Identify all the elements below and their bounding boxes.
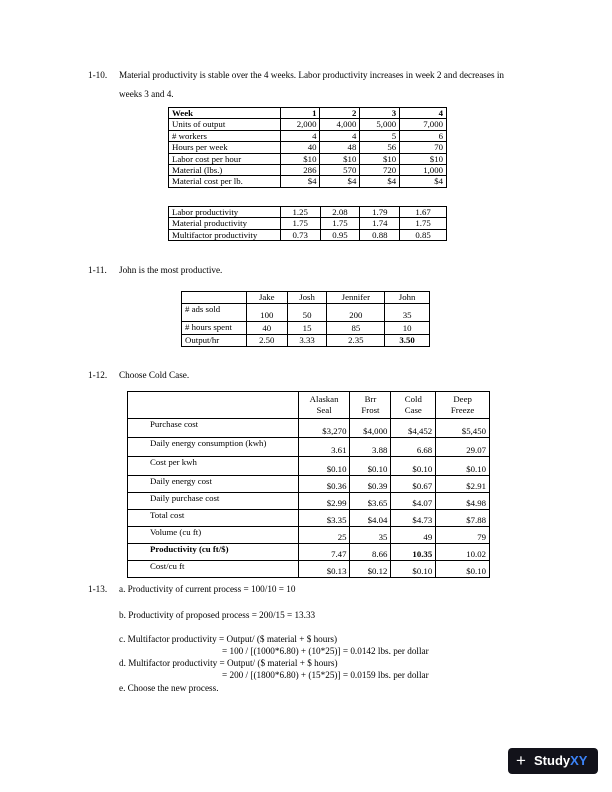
row-label: Units of output (169, 119, 281, 130)
header-line: Case (404, 405, 422, 415)
table-cell: $0.10 (436, 457, 490, 476)
table-cell: 286 (280, 165, 320, 176)
table-cell: 0.73 (280, 229, 320, 240)
problem-1-10-number: 1-10. (88, 70, 108, 80)
table-cell: 720 (360, 165, 400, 176)
header-cell: John (385, 292, 430, 304)
problem-1-10-text-line1: Material productivity is stable over the 4 weeks. Labor productivity increases in week 2 and decreases in (119, 70, 504, 80)
table-cell: 570 (320, 165, 360, 176)
header-line: Brr (364, 394, 377, 404)
table-cell: 85 (327, 322, 385, 335)
header-cell (298, 392, 350, 419)
table-cell: 1.67 (400, 207, 447, 218)
table-row (128, 419, 490, 438)
table-cell: 2.35 (327, 335, 385, 347)
table-cell: $0.10 (298, 457, 350, 476)
table-cell: $4.73 (391, 510, 436, 527)
table-row (169, 229, 447, 240)
row-label: Daily energy consumption (kwh) (128, 438, 299, 457)
table-row (128, 510, 490, 527)
header-cell: 2 (320, 108, 360, 119)
problem-1-13-part-e: e. Choose the new process. (119, 683, 219, 693)
problem-1-13-part-a: a. Productivity of current process = 100/10 = 10 (119, 584, 296, 594)
problem-1-11-number: 1-11. (88, 265, 107, 275)
table-cell: $4.98 (436, 493, 490, 510)
table-cell: $4 (400, 176, 447, 187)
table-cell: $0.36 (298, 476, 350, 493)
table-cell: $0.10 (391, 457, 436, 476)
row-label: Material productivity (169, 218, 281, 229)
table-cell: 2.08 (320, 207, 360, 218)
header-line: Freeze (450, 405, 475, 415)
row-label: # hours spent (182, 322, 247, 335)
table-row (128, 561, 490, 578)
table-cell: 1.75 (280, 218, 320, 229)
table-cell: $10 (320, 153, 360, 164)
row-label: Output/hr (182, 335, 247, 347)
header-cell: 3 (360, 108, 400, 119)
table-cell: $4.07 (391, 493, 436, 510)
table-cell: $5,450 (436, 419, 490, 438)
table-cell: $10 (280, 153, 320, 164)
table-cell: 25 (298, 527, 350, 544)
row-label: # ads sold (182, 304, 247, 322)
row-label: Daily energy cost (128, 476, 299, 493)
row-label: Material cost per lb. (169, 176, 281, 187)
table-cell: 8.66 (350, 544, 391, 561)
problem-1-13-part-d-line1: d. Multifactor productivity = Output/ ($ material + $ hours) (119, 658, 338, 668)
row-label: Daily purchase cost (128, 493, 299, 510)
table-row (128, 493, 490, 510)
table-cell: 29.07 (436, 438, 490, 457)
table-cell-highlight: 10.35 (391, 544, 436, 561)
table-cell: $0.10 (436, 561, 490, 578)
table-cell: 49 (391, 527, 436, 544)
header-cell: 4 (400, 108, 447, 119)
table-header-row (128, 392, 490, 419)
table-cell: 40 (246, 322, 287, 335)
table-cell: $4,452 (391, 419, 436, 438)
table-cell: $7.88 (436, 510, 490, 527)
table-cell: 0.88 (360, 229, 400, 240)
table-cell: 70 (400, 142, 447, 153)
header-line: Seal (316, 405, 332, 415)
problem-1-13-part-c-line2: = 100 / [(1000*6.80) + (10*25)] = 0.0142 lbs. per dollar (222, 646, 429, 656)
table-cell: 5 (360, 130, 400, 141)
table-cell: 35 (385, 304, 430, 322)
table-cell: 3.33 (287, 335, 327, 347)
table-cell: 1.74 (360, 218, 400, 229)
table-cell: 0.95 (320, 229, 360, 240)
table-cell: 1,000 (400, 165, 447, 176)
header-cell: Jake (246, 292, 287, 304)
table-cell: 1.75 (320, 218, 360, 229)
header-cell (182, 292, 247, 304)
table-cell: 50 (287, 304, 327, 322)
header-cell (128, 392, 299, 419)
problem-1-12-number: 1-12. (88, 370, 108, 380)
row-label: Material (lbs.) (169, 165, 281, 176)
problem-1-13-part-d-line2: = 200 / [(1800*6.80) + (15*25)] = 0.0159 lbs. per dollar (222, 670, 429, 680)
table-cell: 4 (320, 130, 360, 141)
table-cell: $4.04 (350, 510, 391, 527)
table-cell: 7,000 (400, 119, 447, 130)
table-cell: $10 (360, 153, 400, 164)
table-row (169, 119, 447, 130)
table-header-row (169, 108, 447, 119)
table-cell: 7.47 (298, 544, 350, 561)
table-row (169, 153, 447, 164)
row-label: Labor productivity (169, 207, 281, 218)
table-row (169, 142, 447, 153)
header-line: Cold (404, 394, 422, 404)
row-label: Total cost (128, 510, 299, 527)
row-label: Productivity (cu ft/$) (128, 544, 299, 561)
table-cell: $3.65 (350, 493, 391, 510)
table-cell: 2.50 (246, 335, 287, 347)
header-line: Alaskan (309, 394, 339, 404)
row-label: Purchase cost (128, 419, 299, 438)
table-cell: 56 (360, 142, 400, 153)
header-cell (391, 392, 436, 419)
header-cell (436, 392, 490, 419)
table-cell: $0.12 (350, 561, 391, 578)
row-label: Hours per week (169, 142, 281, 153)
row-label: Labor cost per hour (169, 153, 281, 164)
table-cell: 1.79 (360, 207, 400, 218)
table-row (169, 130, 447, 141)
table-cell: $4 (280, 176, 320, 187)
logo-text (534, 748, 587, 774)
problem-1-13-part-c-line1: c. Multifactor productivity = Output/ ($ material + $ hours) (119, 634, 338, 644)
productivity-results-table (168, 206, 447, 241)
table-cell: $0.10 (350, 457, 391, 476)
table-cell: 200 (327, 304, 385, 322)
table-cell: $2.91 (436, 476, 490, 493)
table-cell: 4 (280, 130, 320, 141)
table-cell: 79 (436, 527, 490, 544)
table-cell: 4,000 (320, 119, 360, 130)
freezer-comparison-table (127, 391, 490, 578)
header-line: Deep (453, 394, 472, 404)
logo-study: Study (534, 753, 571, 768)
plus-icon: + (516, 751, 526, 770)
problem-1-10-text-line2: weeks 3 and 4. (119, 89, 174, 99)
table-cell: $0.39 (350, 476, 391, 493)
table-header-row (182, 292, 430, 304)
table-cell: 1.75 (400, 218, 447, 229)
ad-sales-table (181, 291, 430, 347)
table-cell: $0.13 (298, 561, 350, 578)
table-cell: 15 (287, 322, 327, 335)
table-cell: 35 (350, 527, 391, 544)
header-cell: Week (169, 108, 281, 119)
problem-1-12-text: Choose Cold Case. (119, 370, 190, 380)
table-cell: $4 (360, 176, 400, 187)
problem-1-11-text: John is the most productive. (119, 265, 223, 275)
problem-1-13-number: 1-13. (88, 584, 108, 594)
logo-xy: XY (570, 753, 588, 768)
header-cell: Josh (287, 292, 327, 304)
row-label: Volume (cu ft) (128, 527, 299, 544)
table-row (128, 457, 490, 476)
header-line: Frost (361, 405, 380, 415)
table-cell: $10 (400, 153, 447, 164)
table-cell: 2,000 (280, 119, 320, 130)
table-cell: $3,270 (298, 419, 350, 438)
table-cell: 3.88 (350, 438, 391, 457)
table-cell: 10 (385, 322, 430, 335)
table-row (182, 322, 430, 335)
table-cell: 5,000 (360, 119, 400, 130)
table-row (128, 527, 490, 544)
row-label: Multifactor productivity (169, 229, 281, 240)
table-cell: 48 (320, 142, 360, 153)
table-row (169, 218, 447, 229)
header-cell: Jennifer (327, 292, 385, 304)
table-cell-highlight: 3.50 (385, 335, 430, 347)
productivity-input-table (168, 107, 447, 188)
problem-1-13-part-b: b. Productivity of proposed process = 200/15 = 13.33 (119, 610, 316, 620)
table-cell: 100 (246, 304, 287, 322)
header-cell: 1 (280, 108, 320, 119)
table-row (182, 335, 430, 347)
table-cell: 1.25 (280, 207, 320, 218)
table-cell: 10.02 (436, 544, 490, 561)
table-cell: $4,000 (350, 419, 391, 438)
table-cell: $0.10 (391, 561, 436, 578)
table-cell: $4 (320, 176, 360, 187)
studyxy-logo[interactable] (508, 748, 598, 774)
table-cell: $3.35 (298, 510, 350, 527)
table-cell: 6.68 (391, 438, 436, 457)
table-row (128, 544, 490, 561)
header-cell (350, 392, 391, 419)
table-row (169, 207, 447, 218)
table-cell: 40 (280, 142, 320, 153)
table-cell: 0.85 (400, 229, 447, 240)
table-cell: $2.99 (298, 493, 350, 510)
row-label: Cost per kwh (128, 457, 299, 476)
table-row (128, 438, 490, 457)
table-cell: 3.61 (298, 438, 350, 457)
table-row (169, 176, 447, 187)
row-label: Cost/cu ft (128, 561, 299, 578)
table-cell: $0.67 (391, 476, 436, 493)
row-label: # workers (169, 130, 281, 141)
table-row (169, 165, 447, 176)
table-row (128, 476, 490, 493)
table-row (182, 304, 430, 322)
table-cell: 6 (400, 130, 447, 141)
